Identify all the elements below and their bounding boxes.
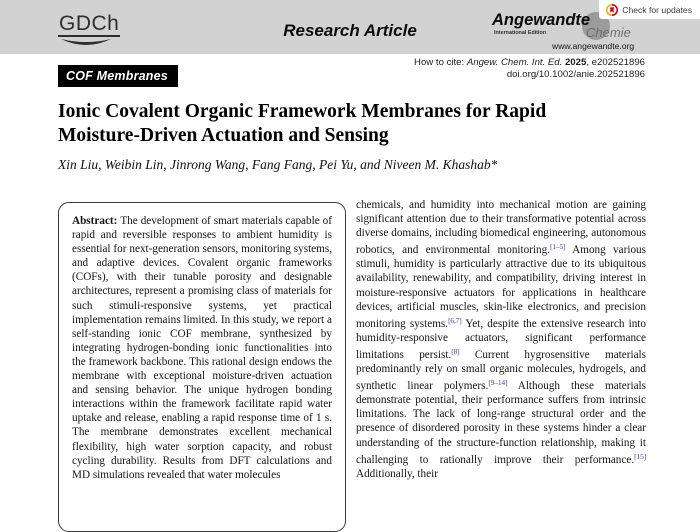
- intro-column: [356, 198, 647, 480]
- authors-line: Xin Liu, Weibin Lin, Jinrong Wang, Fang Fang, Pei Yu, and Niveen M. Khashab*: [58, 157, 498, 172]
- citation-block: [414, 57, 645, 80]
- topic-badge: COF Membranes: [58, 65, 178, 87]
- brand-url[interactable]: www.angewandte.org: [552, 41, 635, 51]
- text-run: Additionally, their: [356, 467, 438, 480]
- abstract-box: [58, 202, 346, 532]
- citation-line1: [414, 57, 645, 69]
- text-run: Although these materials demonstrate potential, their performance suffers from intrinsic limitations. The lack of long-range structural order and the presence of disordered porosity in these systems hinder a clear understanding of the structure-function relationship, making it challenging to rationally improve their performance.: [356, 380, 647, 466]
- reference-link[interactable]: [8]: [451, 346, 460, 356]
- gdch-logo-text: GDCh: [59, 12, 120, 35]
- text-run: The development of smart materials capable of rapid and reversible responses to ambient humidity is essential for next-generation sensors, monitoring systems, and adaptive devices. Covalent organic frameworks (COFs), with their tunable porosity and designable architectures, represent a promising class of materials for such stimuli-responsive systems, yet practical implementation remains limited. In this study, we report a self-standing ionic COF membrane, synthesized by integrating hydrogen-bonding ionic functionalities into the framework backbone. This rational design endows the membrane with exceptional moisture-driven actuation and sensing behavior. The unique hydrogen bonding interactions within the framework facilitate rapid water uptake and release, enabling a rapid response time of 1 s. The membrane demonstrates excellent mechanical flexibility, high water sorption capacity, and robust cycling durability. Results from DFT calculations and MD simulations revealed that water molecules: [72, 215, 332, 481]
- gdch-logo: [58, 12, 120, 49]
- check-updates-badge[interactable]: [599, 0, 700, 19]
- article-title: Ionic Covalent Organic Framework Membranes for Rapid Moisture-Driven Actuation and Sensing: [58, 101, 547, 146]
- text-run: Current hygrosensitive materials predominantly rely on small organic molecules, hydrogels, and synthetic linear polymers.: [356, 348, 646, 393]
- brand-chemie: Chemie: [586, 25, 631, 40]
- check-updates-label: Check for updates: [622, 4, 692, 15]
- text-run: Yet, despite the extensive research into humidity-responsive actuators, significant performance limitations persist.: [356, 317, 646, 361]
- citation-doi[interactable]: doi.org/10.1002/anie.202521896: [506, 68, 645, 80]
- abstract-text: [72, 214, 332, 482]
- intro-text: [356, 198, 646, 481]
- text-run: , e202521896: [586, 57, 645, 68]
- reference-link[interactable]: [15]: [634, 451, 646, 461]
- text-run: Abstract:: [72, 215, 121, 227]
- research-article-label: Research Article: [283, 21, 417, 40]
- text-run: chemicals, and humidity into mechanical motion are gaining significant attention due to their transformative potential across diverse domains, including biomedical engineering, autonomous robotics, and environmental monitoring.: [356, 199, 646, 257]
- reference-link[interactable]: [9–14]: [488, 378, 508, 388]
- reference-link[interactable]: [1–5]: [550, 242, 566, 252]
- text-run: How to cite:: [414, 57, 467, 68]
- brand-name: Angewandte: [492, 11, 591, 29]
- text-run: Among various stimuli, humidity is particularly attractive due to its ubiquitous availability, renewability, and compatibility, driving interest in moisture-responsive actuators for applications in healthcare devices, artificial muscles, skin-like electronics, and precision monitoring systems.: [356, 244, 646, 330]
- brand-edition: International Edition: [494, 30, 547, 36]
- crossmark-icon: [606, 4, 618, 16]
- text-run: 2025: [564, 57, 587, 68]
- text-run: Angew. Chem. Int. Ed.: [466, 57, 565, 68]
- gdch-swoosh-icon: [59, 38, 113, 49]
- reference-link[interactable]: [6,7]: [448, 315, 462, 325]
